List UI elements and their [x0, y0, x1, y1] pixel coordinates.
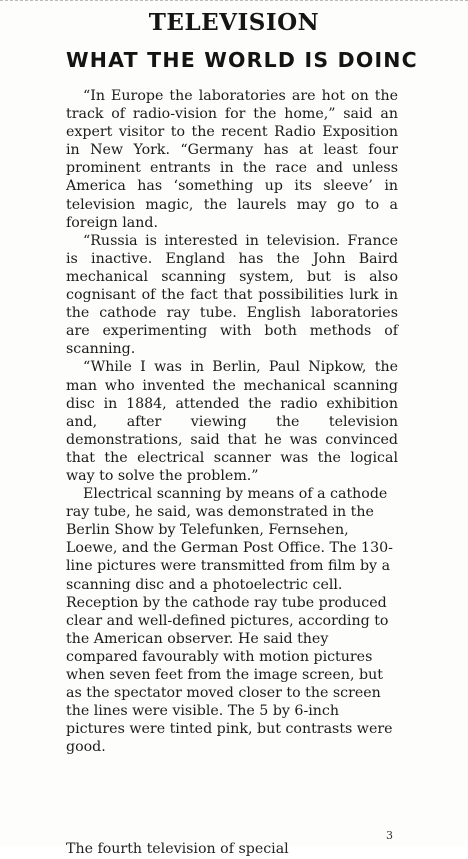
- truncated-next-line: The fourth television of special: [66, 841, 289, 857]
- paragraph-4: Electrical scanning by means of a cathode ray tube, he said, was demonstrated in the Berlin Show by Telefunken, Fernsehen, Loewe, and the German Post Office. The 130-line pictures were transmitted from film by a scanning disc and a photoelectric cell. Reception by the cathode ray tube produced clear and well-defined pictures, according to the American observer. He said they compared favourably with motion pictures when seven feet from the image screen, but as the spectator moved closer to the screen the lines were visible. The 5 by 6-inch pictures were tinted pink, but contrasts were good.: [66, 486, 393, 756]
- paragraph-1: “In Europe the laboratories are hot on the track of radio-vision for the home,” said an expert visitor to the recent Radio Exposition in New York. “Germany has at least four prominent entrants in the race and unless America has ‘something up its sleeve’ in television magic, the laurels may go to a foreign land.: [66, 88, 398, 231]
- paragraph-2: “Russia is interested in television. France is inactive. England has the John Baird mechanical scanning system, but is also cognisant of the fact that possibilities lurk in the cathode ray tube. English laboratories are experimenting with both methods of scanning.: [66, 232, 398, 358]
- article-body: [66, 87, 398, 756]
- paragraph-3: “While I was in Berlin, Paul Nipkow, the man who invented the mechanical scanning disc in 1884, attended the radio exhibition and, after viewing the television demonstrations, said that he was convinced that the electrical scanner was the logical way to solve the problem.”: [66, 359, 398, 484]
- page-mark: 3: [386, 829, 393, 842]
- headline: TELEVISION: [148, 9, 320, 36]
- subheading: WHAT THE WORLD IS DOINC: [66, 48, 418, 72]
